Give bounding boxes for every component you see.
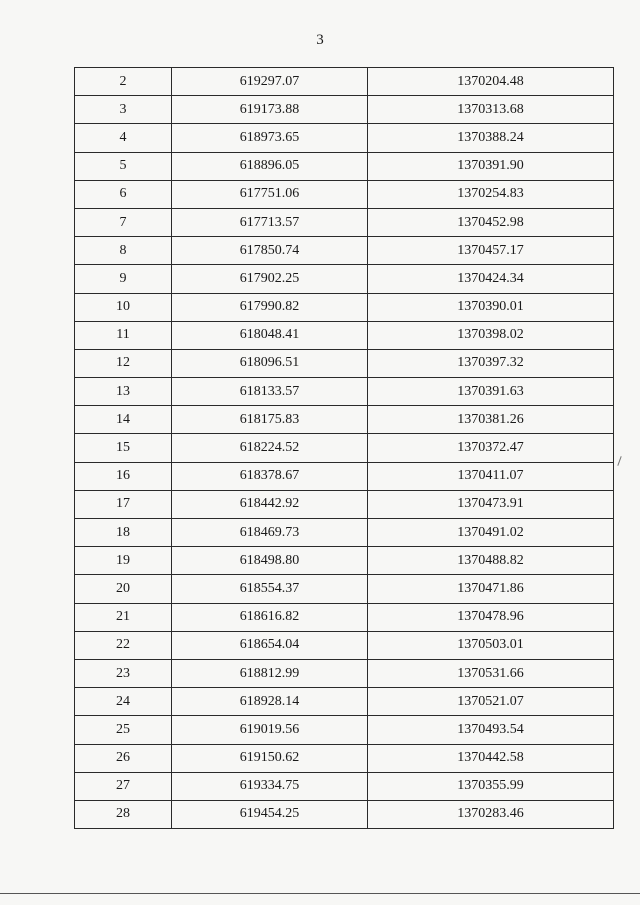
x-coordinate-cell: 618928.14 bbox=[172, 688, 368, 716]
y-coordinate-cell: 1370442.58 bbox=[368, 744, 614, 772]
y-coordinate-cell: 1370491.02 bbox=[368, 519, 614, 547]
y-coordinate-cell: 1370452.98 bbox=[368, 208, 614, 236]
table-row bbox=[75, 519, 614, 547]
table-row bbox=[75, 603, 614, 631]
table-row bbox=[75, 265, 614, 293]
point-number-cell: 4 bbox=[75, 124, 172, 152]
table-row bbox=[75, 293, 614, 321]
point-number-cell: 22 bbox=[75, 631, 172, 659]
x-coordinate-cell: 619150.62 bbox=[172, 744, 368, 772]
y-coordinate-cell: 1370372.47 bbox=[368, 434, 614, 462]
x-coordinate-cell: 617713.57 bbox=[172, 208, 368, 236]
x-coordinate-cell: 618224.52 bbox=[172, 434, 368, 462]
x-coordinate-cell: 618442.92 bbox=[172, 490, 368, 518]
x-coordinate-cell: 617990.82 bbox=[172, 293, 368, 321]
table-row bbox=[75, 378, 614, 406]
x-coordinate-cell: 618378.67 bbox=[172, 462, 368, 490]
x-coordinate-cell: 619173.88 bbox=[172, 96, 368, 124]
table-row bbox=[75, 152, 614, 180]
x-coordinate-cell: 618469.73 bbox=[172, 519, 368, 547]
point-number-cell: 14 bbox=[75, 406, 172, 434]
y-coordinate-cell: 1370398.02 bbox=[368, 321, 614, 349]
table-row bbox=[75, 180, 614, 208]
y-coordinate-cell: 1370355.99 bbox=[368, 772, 614, 800]
point-number-cell: 2 bbox=[75, 68, 172, 96]
x-coordinate-cell: 617850.74 bbox=[172, 237, 368, 265]
y-coordinate-cell: 1370424.34 bbox=[368, 265, 614, 293]
point-number-cell: 7 bbox=[75, 208, 172, 236]
point-number-cell: 10 bbox=[75, 293, 172, 321]
x-coordinate-cell: 618096.51 bbox=[172, 349, 368, 377]
x-coordinate-cell: 617902.25 bbox=[172, 265, 368, 293]
table-row bbox=[75, 716, 614, 744]
point-number-cell: 27 bbox=[75, 772, 172, 800]
y-coordinate-cell: 1370411.07 bbox=[368, 462, 614, 490]
point-number-cell: 20 bbox=[75, 575, 172, 603]
y-coordinate-cell: 1370488.82 bbox=[368, 547, 614, 575]
table-row bbox=[75, 406, 614, 434]
point-number-cell: 18 bbox=[75, 519, 172, 547]
x-coordinate-cell: 618896.05 bbox=[172, 152, 368, 180]
point-number-cell: 25 bbox=[75, 716, 172, 744]
x-coordinate-cell: 618133.57 bbox=[172, 378, 368, 406]
point-number-cell: 19 bbox=[75, 547, 172, 575]
point-number-cell: 11 bbox=[75, 321, 172, 349]
table-row bbox=[75, 688, 614, 716]
x-coordinate-cell: 619334.75 bbox=[172, 772, 368, 800]
bottom-rule bbox=[0, 893, 640, 894]
y-coordinate-cell: 1370391.63 bbox=[368, 378, 614, 406]
table-row bbox=[75, 237, 614, 265]
y-coordinate-cell: 1370473.91 bbox=[368, 490, 614, 518]
table-row bbox=[75, 68, 614, 96]
page-number: 3 bbox=[316, 32, 324, 48]
y-coordinate-cell: 1370381.26 bbox=[368, 406, 614, 434]
table-row bbox=[75, 490, 614, 518]
x-coordinate-cell: 618654.04 bbox=[172, 631, 368, 659]
point-number-cell: 6 bbox=[75, 180, 172, 208]
y-coordinate-cell: 1370283.46 bbox=[368, 800, 614, 828]
table-row bbox=[75, 575, 614, 603]
table-row bbox=[75, 462, 614, 490]
x-coordinate-cell: 618048.41 bbox=[172, 321, 368, 349]
y-coordinate-cell: 1370493.54 bbox=[368, 716, 614, 744]
table-row bbox=[75, 772, 614, 800]
y-coordinate-cell: 1370254.83 bbox=[368, 180, 614, 208]
y-coordinate-cell: 1370397.32 bbox=[368, 349, 614, 377]
point-number-cell: 17 bbox=[75, 490, 172, 518]
point-number-cell: 3 bbox=[75, 96, 172, 124]
table-row bbox=[75, 434, 614, 462]
y-coordinate-cell: 1370457.17 bbox=[368, 237, 614, 265]
table-row bbox=[75, 800, 614, 828]
x-coordinate-cell: 619454.25 bbox=[172, 800, 368, 828]
table-row bbox=[75, 96, 614, 124]
x-coordinate-cell: 618554.37 bbox=[172, 575, 368, 603]
point-number-cell: 21 bbox=[75, 603, 172, 631]
table-row bbox=[75, 349, 614, 377]
point-number-cell: 15 bbox=[75, 434, 172, 462]
y-coordinate-cell: 1370391.90 bbox=[368, 152, 614, 180]
x-coordinate-cell: 618973.65 bbox=[172, 124, 368, 152]
point-number-cell: 13 bbox=[75, 378, 172, 406]
point-number-cell: 16 bbox=[75, 462, 172, 490]
x-coordinate-cell: 619019.56 bbox=[172, 716, 368, 744]
table-row bbox=[75, 744, 614, 772]
coordinates-table bbox=[74, 67, 614, 829]
y-coordinate-cell: 1370313.68 bbox=[368, 96, 614, 124]
margin-mark bbox=[617, 456, 621, 466]
x-coordinate-cell: 618812.99 bbox=[172, 659, 368, 687]
table-row bbox=[75, 124, 614, 152]
table-row bbox=[75, 208, 614, 236]
coordinates-table-body bbox=[75, 68, 614, 829]
point-number-cell: 12 bbox=[75, 349, 172, 377]
x-coordinate-cell: 619297.07 bbox=[172, 68, 368, 96]
x-coordinate-cell: 618175.83 bbox=[172, 406, 368, 434]
table-row bbox=[75, 321, 614, 349]
x-coordinate-cell: 618498.80 bbox=[172, 547, 368, 575]
y-coordinate-cell: 1370503.01 bbox=[368, 631, 614, 659]
point-number-cell: 9 bbox=[75, 265, 172, 293]
y-coordinate-cell: 1370204.48 bbox=[368, 68, 614, 96]
x-coordinate-cell: 618616.82 bbox=[172, 603, 368, 631]
table-row bbox=[75, 659, 614, 687]
point-number-cell: 8 bbox=[75, 237, 172, 265]
table-row bbox=[75, 631, 614, 659]
y-coordinate-cell: 1370531.66 bbox=[368, 659, 614, 687]
y-coordinate-cell: 1370478.96 bbox=[368, 603, 614, 631]
point-number-cell: 26 bbox=[75, 744, 172, 772]
point-number-cell: 28 bbox=[75, 800, 172, 828]
x-coordinate-cell: 617751.06 bbox=[172, 180, 368, 208]
y-coordinate-cell: 1370521.07 bbox=[368, 688, 614, 716]
point-number-cell: 5 bbox=[75, 152, 172, 180]
y-coordinate-cell: 1370388.24 bbox=[368, 124, 614, 152]
y-coordinate-cell: 1370390.01 bbox=[368, 293, 614, 321]
y-coordinate-cell: 1370471.86 bbox=[368, 575, 614, 603]
point-number-cell: 24 bbox=[75, 688, 172, 716]
point-number-cell: 23 bbox=[75, 659, 172, 687]
table-row bbox=[75, 547, 614, 575]
